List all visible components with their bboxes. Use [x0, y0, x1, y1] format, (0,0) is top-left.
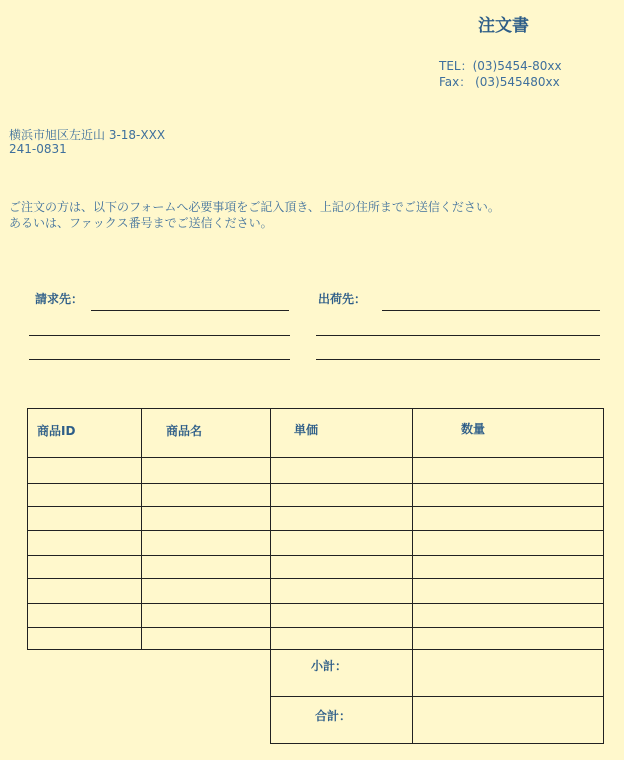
table-cell[interactable] — [27, 555, 142, 579]
table-cell[interactable] — [270, 603, 413, 628]
table-cell[interactable] — [27, 603, 142, 628]
table-cell[interactable] — [412, 506, 604, 531]
table-cell[interactable] — [27, 506, 142, 531]
column-header-quantity: 数量 — [461, 422, 486, 436]
table-cell[interactable] — [141, 555, 271, 579]
table-cell[interactable] — [412, 627, 604, 650]
table-cell[interactable] — [27, 530, 142, 556]
total-value-cell[interactable] — [412, 696, 604, 744]
table-cell[interactable] — [412, 530, 604, 556]
table-cell[interactable] — [412, 603, 604, 628]
billing-field-line-2[interactable] — [29, 335, 290, 336]
table-cell[interactable] — [141, 506, 271, 531]
table-cell[interactable] — [412, 457, 604, 484]
billing-field-line-1[interactable] — [91, 310, 289, 311]
page-title: 注文書 — [478, 16, 529, 36]
shipping-label: 出荷先： — [318, 292, 367, 306]
shipping-field-line-1[interactable] — [382, 310, 600, 311]
table-cell[interactable] — [270, 627, 413, 650]
header-cell-quantity — [412, 408, 604, 458]
instruction-line-2: あるいは、ファックス番号までご送信ください。 — [9, 216, 273, 230]
table-cell[interactable] — [270, 578, 413, 604]
column-header-product-id: 商品ID — [37, 424, 76, 438]
table-cell[interactable] — [141, 627, 271, 650]
table-cell[interactable] — [141, 483, 271, 507]
tel-number: TEL：(03)5454-80xx — [439, 59, 562, 73]
fax-number: Fax： (03)545480xx — [439, 75, 560, 89]
subtotal-label: 小計： — [311, 659, 348, 673]
table-cell[interactable] — [27, 483, 142, 507]
address-postal-code: 241-0831 — [9, 142, 67, 156]
shipping-field-line-3[interactable] — [316, 359, 600, 360]
table-cell[interactable] — [412, 555, 604, 579]
table-cell[interactable] — [27, 627, 142, 650]
table-cell[interactable] — [141, 530, 271, 556]
column-header-product-name: 商品名 — [166, 424, 203, 438]
table-cell[interactable] — [27, 578, 142, 604]
column-header-unit-price: 単価 — [294, 423, 319, 437]
subtotal-value-cell[interactable] — [412, 649, 604, 697]
table-cell[interactable] — [270, 483, 413, 507]
table-cell[interactable] — [141, 578, 271, 604]
table-cell[interactable] — [27, 457, 142, 484]
header-cell-unit-price — [270, 408, 413, 458]
billing-label: 請求先： — [35, 292, 84, 306]
table-cell[interactable] — [412, 578, 604, 604]
total-label: 合計： — [315, 709, 352, 723]
table-cell[interactable] — [412, 483, 604, 507]
table-cell[interactable] — [270, 555, 413, 579]
table-cell[interactable] — [270, 457, 413, 484]
table-cell[interactable] — [141, 457, 271, 484]
billing-field-line-3[interactable] — [29, 359, 290, 360]
table-cell[interactable] — [141, 603, 271, 628]
shipping-field-line-2[interactable] — [316, 335, 600, 336]
address-street: 横浜市旭区左近山 3-18-XXX — [9, 128, 166, 142]
table-cell[interactable] — [270, 506, 413, 531]
instruction-line-1: ご注文の方は、以下のフォームへ必要事項をご記入頂き、上記の住所までご送信ください。 — [9, 200, 500, 214]
header-cell-product-name — [141, 408, 271, 458]
table-cell[interactable] — [270, 530, 413, 556]
